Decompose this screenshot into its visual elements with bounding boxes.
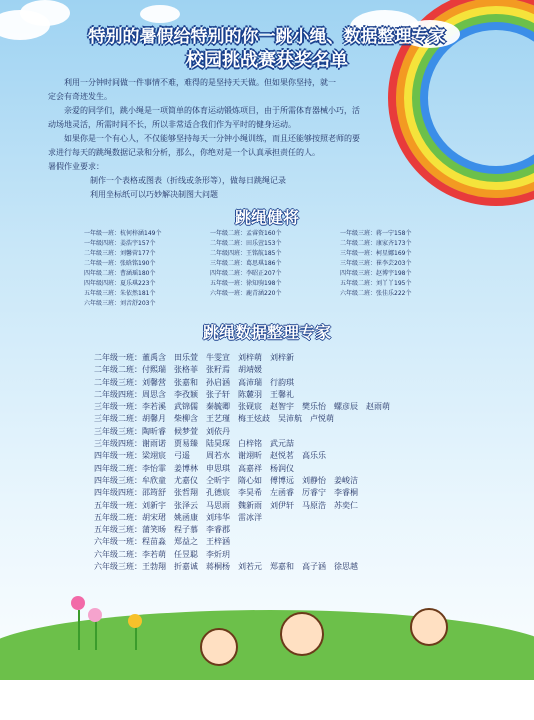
award-entry: 五年级二班：刘丫丫195个 [340,280,412,287]
page-title-line1: 特别的暑假给特别的你一跳小绳、数据整理专家 [88,27,446,47]
award-entry: 六年级二班：张佳乐222个 [340,290,412,297]
list-item: 三年级三班：陶昕睿 候梦萱 刘依丹 [94,426,230,436]
tulip-icon [71,596,85,610]
award-column [210,229,340,299]
list-item: 四年级一班：梁翊宸 弓遥 周若水 谢翊昕 赵悦茗 高乐乐 [94,451,326,461]
section-title-data-experts: 跳绳数据整理专家 [202,323,331,342]
award-entry: 一年级一班：杭何梓涵149个 [84,230,162,237]
section-title-jump-rope-stars: 跳绳健将 [234,208,299,227]
award-entry: 一年级四班：姜浩宇157个 [84,240,156,247]
flower-stem [95,620,97,650]
award-entry: 二年级一班：张晗铭190个 [84,260,156,267]
award-entry: 一年级三班：蒋一宁158个 [340,230,412,237]
kid-jumping-rope-icon [200,628,238,666]
list-item: 三年级四班：谢雨诺 贾易臻 陆昊琛 白梓铭 武元喆 [94,439,294,449]
intro-line: 求进行每天的跳绳数据记录和分析，那么，你绝对是一个认真承担责任的人。 [48,148,320,157]
award-entry: 五年级一班：徐知驹198个 [210,280,282,287]
list-item: 二年级二班：付熙瑞 张格菲 张籽焉 胡靖媛 [94,365,262,375]
intro-line: 如果你是一个有心人，不仅能够坚持每天一分钟小绳训练，而且还能够按照老师的要 [64,134,360,143]
award-entry: 三年级三班：崔李芸203个 [340,260,412,267]
intro-line: 亲爱的同学们，跳小绳是一项简单的体育运动锻炼项目，由于所需体育器械小巧，活 [64,106,360,115]
award-entry: 六年级三班：刘音舒203个 [84,300,156,307]
award-entry: 四年级二班：李昭正207个 [210,270,282,277]
list-item: 五年级一班：刘新宇 张泽云 马思雨 魏新雨 刘伊轩 马原浩 苏奕仁 [94,500,358,510]
kid-jumping-rope-icon [410,608,448,646]
flower-stem [78,610,80,650]
award-entry: 二年级四班：王铭航185个 [210,250,282,257]
tulip-icon [88,608,102,622]
award-entry: 一年级二班：孟睿资160个 [210,230,282,237]
list-item: 三年级二班：胡馨月 柴柳含 王艺瑾 梅王炫歧 吴沛航 卢悦萌 [94,414,334,424]
list-item: 四年级三班：牟欣童 尤嘉仪 仝昕宇 隋心如 傅博远 刘静怡 姜峻洁 [94,475,358,485]
award-column [340,229,470,299]
list-item: 四年级二班：李怡霏 姜博林 申思琪 高嘉祥 杨润仪 [94,463,294,473]
list-item: 六年级一班：程苗淼 郑益之 王梓涵 [94,537,230,547]
list-item: 二年级一班：董禹含 田乐萱 牛雯宣 刘梓萌 刘梓新 [94,353,294,362]
intro-line: 制作一个表格或图表（折线或条形等），做每日跳绳记录 [90,176,286,185]
kid-jumping-rope-icon [280,612,324,656]
intro-text [48,76,488,202]
intro-line: 利用坐标纸可以巧妙解决制图大问题 [90,190,218,199]
intro-line: 动场地灵活，所需时间不长，所以非常适合我们作为平时的健身运动。 [48,120,296,129]
tulip-icon [128,614,142,628]
award-column [84,229,214,309]
list-item: 二年级四班：周思含 李孜颖 张子轩 陈麓羽 王馨礼 [94,389,294,399]
page-title-line2: 校园挑战赛获奖名单 [186,50,348,71]
award-entry: 三年级二班：葛思琪186个 [210,260,282,267]
award-entry: 五年级三班：朱依然181个 [84,290,156,297]
award-entry: 六年级一班：鹿青涵220个 [210,290,282,297]
list-item: 六年级二班：李若萌 任昱聪 李炘玥 [94,549,230,559]
list-item: 二年级三班：刘馨营 张嘉和 孙启涵 高沛瑞 行韵琪 [94,377,294,387]
award-entry: 四年级三班：赵博宇198个 [340,270,412,277]
award-entry: 四年级四班：夏乐琪223个 [84,280,156,287]
award-entry: 三年级一班：柯星娜169个 [340,250,412,257]
award-entry: 二年级二班：田乐萱153个 [210,240,282,247]
list-item: 五年级三班：蒲笑旸 程子慕 李睿郡 [94,525,230,535]
cloud-icon [140,5,180,23]
list-item: 三年级一班：李若溪 武锦儒 秦毓卿 张砚宸 赵智宇 樊乐怡 螺彦辰 赵雨萌 [94,402,390,412]
intro-line: 利用一分钟时间做一件事情不难，难得的是坚持天天做。但如果你坚持，就一 [64,78,336,87]
flower-stem [135,625,137,650]
award-entry: 四年级二班：曹涵瑶180个 [84,270,156,277]
award-entry: 二年级二班：康家齐173个 [340,240,412,247]
list-item: 四年级四班：邵筠舒 张哲翔 孔德宸 李昊希 左函睿 厉睿宁 李睿桐 [94,488,358,498]
award-entry: 二年级三班：刘馨菅177个 [84,250,156,257]
ground [0,680,534,720]
list-item: 六年级三班：王勃翔 折嘉诚 蒋桐杨 刘若元 郑嘉和 高子涵 徐思越 [94,562,358,572]
intro-line: 定会有奇迹发生。 [48,92,112,101]
list-item: 五年级二班：胡宋珺 姚函康 刘玮华 雷冰洋 [94,512,262,522]
intro-line: 暑假作业要求： [48,162,104,171]
expert-list [94,352,514,573]
